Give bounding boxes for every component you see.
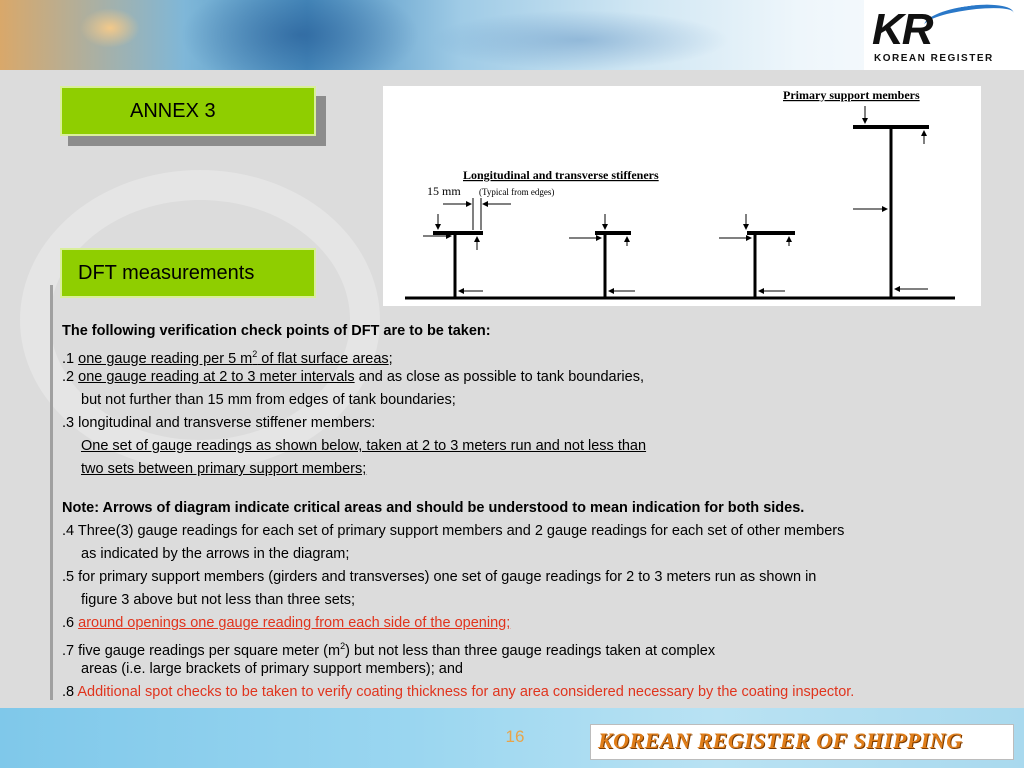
page-number: 16 bbox=[505, 727, 525, 746]
item-number: .1 bbox=[62, 350, 79, 367]
section-title: DFT measurements bbox=[78, 262, 255, 284]
item-3-cont: One set of gauge readings as shown below, taken at 2 to 3 meters run and not less than bbox=[81, 438, 647, 454]
stiffener-diagram bbox=[383, 86, 981, 306]
logo-subtitle: KOREAN REGISTER bbox=[874, 53, 994, 64]
label-primary: Primary support members bbox=[783, 88, 920, 102]
superscript: 2 bbox=[252, 349, 258, 359]
item-4-cont: as indicated by the arrows in the diagram; bbox=[81, 546, 350, 562]
item-number: .6 bbox=[62, 615, 79, 631]
note-line: Note: Arrows of diagram indicate critical areas and should be understood to mean indication for both sides. bbox=[62, 500, 805, 516]
label-stiffeners: Longitudinal and transverse stiffeners bbox=[463, 168, 659, 182]
item-highlight: around openings one gauge reading from each side of the opening; bbox=[78, 615, 511, 631]
banner-decoration bbox=[80, 8, 140, 48]
annex-title: ANNEX 3 bbox=[130, 100, 216, 122]
label-typical: (Typical from edges) bbox=[479, 187, 555, 197]
intro-line: The following verification check points of DFT are to be taken: bbox=[62, 323, 491, 339]
item-text: ; bbox=[388, 350, 393, 367]
item-text: and as close as possible to tank boundaries, bbox=[354, 369, 644, 385]
item-3-cont: two sets between primary support members; bbox=[81, 461, 367, 477]
logo-mark: KR bbox=[872, 5, 932, 54]
item-underlined bbox=[78, 351, 389, 367]
item-underlined: one gauge reading at 2 to 3 meter intervals bbox=[78, 369, 355, 385]
item-1 bbox=[62, 343, 1012, 366]
banner-decoration bbox=[430, 10, 730, 70]
item-4: .4 Three(3) gauge readings for each set of primary support members and 2 gauge readings for each set of other members bbox=[62, 523, 845, 539]
spacer bbox=[62, 481, 1012, 497]
item-3: .3 longitudinal and transverse stiffener members: bbox=[62, 415, 376, 431]
item-text: of flat surface areas bbox=[257, 350, 389, 367]
header-banner bbox=[0, 0, 1024, 70]
item-5: .5 for primary support members (girders and transverses) one set of gauge readings for 2 to 3 meters run as shown in bbox=[62, 569, 817, 585]
item-7-cont: areas (i.e. large brackets of primary support members); and bbox=[81, 661, 463, 677]
item-text: ) but not less than three gauge readings taken at complex bbox=[345, 642, 716, 659]
item-5-cont: figure 3 above but not less than three sets; bbox=[81, 592, 356, 608]
dft-checklist bbox=[62, 320, 1012, 704]
item-highlight: Additional spot checks to be taken to verify coating thickness for any area considered necessary by the coating inspector. bbox=[77, 684, 855, 700]
logo-swoosh-icon bbox=[923, 0, 1016, 38]
banner-decoration bbox=[180, 0, 420, 70]
footer-brand: KOREAN REGISTER OF SHIPPING bbox=[598, 728, 963, 753]
item-2-cont: but not further than 15 mm from edges of tank boundaries; bbox=[81, 392, 456, 408]
label-15mm: 15 mm bbox=[427, 184, 461, 198]
item-text: one gauge reading per 5 m bbox=[78, 350, 253, 367]
item-text: .7 five gauge readings per square meter (m bbox=[62, 642, 341, 659]
item-7 bbox=[62, 635, 1012, 658]
item-2 bbox=[62, 366, 1012, 389]
vertical-divider bbox=[50, 285, 53, 700]
item-number: .8 bbox=[62, 684, 78, 700]
diagram-svg bbox=[383, 86, 981, 306]
item-number: .2 bbox=[62, 369, 79, 385]
superscript: 2 bbox=[340, 641, 346, 651]
item-6 bbox=[62, 612, 1012, 635]
kr-logo bbox=[864, 0, 1024, 70]
item-8 bbox=[62, 681, 1012, 704]
